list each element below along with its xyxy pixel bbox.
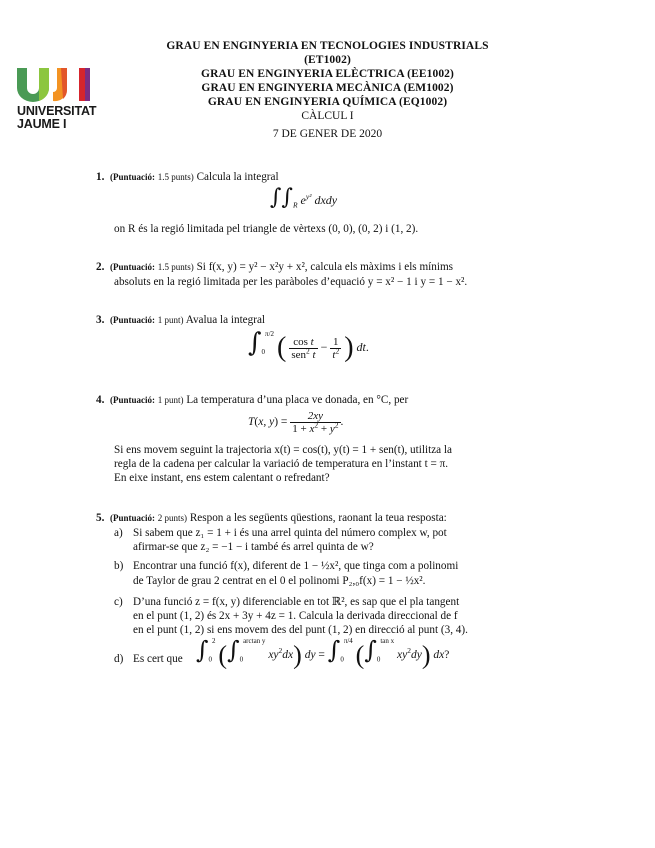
header-line-5: GRAU EN ENGINYERIA QUÍMICA (EQ1002) (207, 96, 448, 108)
score-label: (Puntuació: (109, 315, 155, 325)
question-3-header (96, 313, 265, 328)
q5-item-c-line-1: D’una funció z = f(x, y) diferenciable en tot ℝ², es sap que el pla tangent (133, 596, 460, 608)
q5-item-c-label: c) (114, 596, 123, 608)
question-5-header (96, 511, 447, 526)
question-number: 1. (96, 171, 105, 183)
q3-integral-formula: $\int_0^{\pi/2}$ ( $\frac{\text{cos t}}{sen^2 t}$ − $\frac{1}{t^2}$ ) dt. (248, 327, 369, 363)
q5-item-c-line-3: en el punt (1, 2) si ens movem des del punt (1, 2) en direcció al punt (3, 4). (133, 624, 468, 636)
exam-date: 7 DE GENER DE 2020 (272, 128, 383, 140)
question-4-header (96, 393, 408, 408)
score-label: (Puntuació: (109, 262, 155, 272)
q5-item-d-label: d) (114, 653, 124, 665)
question-text: Calcula la integral (196, 171, 279, 183)
q4-line-3: En eixe instant, ens estem calentant o refredant? (114, 472, 330, 484)
question-number: 4. (96, 394, 105, 406)
score-value: 1 punt) (157, 315, 184, 325)
q5-item-d-prefix: Es cert que (133, 653, 183, 665)
question-text: Avalua la integral (185, 314, 266, 326)
question-number: 3. (96, 314, 105, 326)
q5-item-b-line-2: de Taylor de grau 2 centrat en el 0 el polinomi P₂,₀f(x) = 1 − ½x². (133, 575, 426, 587)
score-label: (Puntuació: (109, 395, 155, 405)
question-text: La temperatura d’una placa ve donada, en °C, per (186, 394, 409, 406)
question-2-header (96, 260, 453, 275)
q5-item-c-line-2: en el punt (1, 2) és 2x + 3y + 4z = 1. Calcula la derivada direccional de f (133, 610, 458, 622)
header-line-1: GRAU EN ENGINYERIA EN TECNOLOGIES INDUSTRIALS (166, 40, 489, 52)
q4-line-2: regla de la cadena per calcular la variació de temperatura en l’instant t = π. (114, 458, 449, 470)
score-value: 2 punts) (157, 513, 188, 523)
score-value: 1.5 punts) (157, 172, 194, 182)
question-text: Respon a les següents qüestions, raonant la teua resposta: (189, 512, 447, 524)
score-label: (Puntuació: (109, 513, 155, 523)
q5-item-a-label: a) (114, 527, 123, 539)
q4-temperature-formula: T(x, y) = $\frac{2xy}{1 + x^2 + y^2}$ . (248, 410, 344, 435)
header-line-4: GRAU EN ENGINYERIA MECÀNICA (EM1002) (201, 82, 454, 94)
q5-item-a-line-1: Si sabem que z₁ = 1 + i és una arrel quinta del número complex w, pot (133, 527, 447, 539)
header-line-3: GRAU EN ENGINYERIA ELÈCTRICA (EE1002) (201, 68, 454, 80)
question-1-header (96, 170, 279, 185)
question-number: 5. (96, 512, 105, 524)
score-value: 1 punt) (157, 395, 184, 405)
score-label: (Puntuació: (109, 172, 155, 182)
q5-d-integral-equation: $\int_0^2$ ($\int_0^{arctan y}$ $xy^2dx$) dy = $\int_0^{\pi/4}$ ($\int_0^{tan x}$ $xy^2dy$) dx? (196, 636, 450, 670)
subject-title: CÀLCUL I (301, 110, 354, 122)
q5-item-b-label: b) (114, 560, 124, 572)
q1-integral-formula: $\int\int_R$ $e^{y^2}$ dxdy (270, 185, 338, 210)
header-line-2: (ET1002) (304, 54, 351, 66)
q5-item-b-line-1: Encontrar una funció f(x), diferent de 1 − ½x², que tinga com a polinomi (133, 560, 459, 572)
q1-region-text: on R és la regió limitada pel triangle de vèrtexs (0, 0), (0, 2) i (1, 2). (114, 223, 419, 235)
question-text: Si f(x, y) = y² − x²y + x², calcula els màxims i els mínims (196, 261, 454, 273)
q5-item-a-line-2: afirmar-se que z₂ = −1 − i també és arrel quinta de w? (133, 541, 374, 553)
question-number: 2. (96, 261, 105, 273)
score-value: 1.5 punts) (157, 262, 194, 272)
q2-line-2: absoluts en la regió limitada per les paràboles d’equació y = x² − 1 i y = 1 − x². (114, 276, 468, 288)
logo-text-line2: JAUME I (17, 117, 67, 131)
logo-text-line1: UNIVERSITAT (17, 104, 97, 118)
q4-line-1: Si ens movem seguint la trajectoria x(t) = cos(t), y(t) = 1 + sen(t), utilitza la (114, 444, 452, 456)
